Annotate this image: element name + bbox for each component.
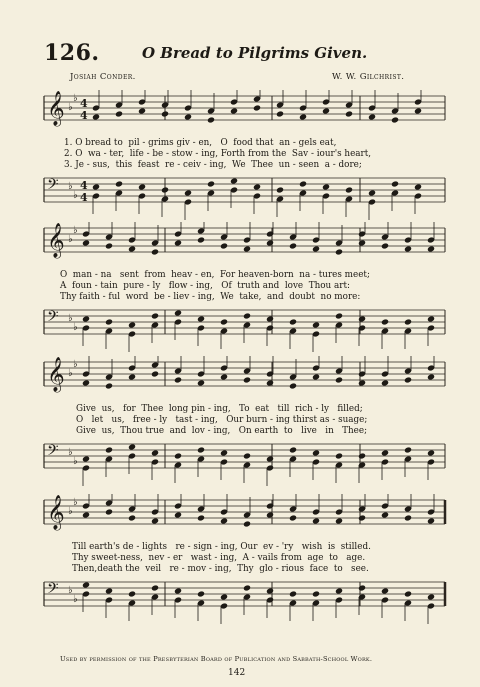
note-head (404, 318, 412, 325)
note-head (358, 315, 366, 322)
flat-icon: ♭ (73, 322, 78, 333)
note-head (82, 239, 90, 246)
bass-clef-icon: 𝄢 (47, 442, 59, 463)
note-head (197, 236, 205, 243)
staff-system-1-bass (0, 172, 480, 222)
note-head (335, 312, 343, 319)
note-head (289, 446, 297, 453)
note-head (381, 449, 389, 456)
note-head (174, 309, 182, 316)
note-head (174, 376, 182, 383)
note-head (174, 239, 182, 246)
note-head (174, 511, 182, 518)
page-number: 142 (228, 668, 246, 678)
note-head (289, 382, 297, 389)
staff-system-4-bass (0, 576, 480, 626)
note-head (128, 321, 136, 328)
note-head (230, 177, 238, 184)
note-head (358, 452, 366, 459)
note-head (138, 183, 146, 190)
note-head (391, 180, 399, 187)
note-head (322, 183, 330, 190)
flat-icon: ♭ (68, 585, 73, 596)
flat-icon: ♭ (68, 234, 73, 245)
treble-clef-icon: 𝄞 (47, 223, 65, 258)
permission-footer: Used by permission of the Presbyterian Board of Publication and Sabbath-School Work. (60, 655, 373, 663)
note-head (404, 514, 412, 521)
flat-icon: ♭ (73, 93, 78, 104)
note-head (299, 180, 307, 187)
note-head (243, 520, 251, 527)
note-head (335, 517, 343, 524)
note-head (335, 452, 343, 459)
flat-icon: ♭ (73, 594, 78, 605)
note-head (220, 318, 228, 325)
note-head (289, 318, 297, 325)
lyric-verse-2: O let us, free - ly tast - ing, Our burn - ing thirst as - suage; (76, 415, 368, 425)
flat-icon: ♭ (73, 497, 78, 508)
note-head (243, 452, 251, 459)
note-head (299, 113, 307, 120)
note-head (82, 379, 90, 386)
note-head (427, 245, 435, 252)
note-head (381, 318, 389, 325)
note-head (391, 116, 399, 123)
note-head (266, 315, 274, 322)
bass-clef-icon: 𝄢 (47, 580, 59, 601)
note-head (312, 373, 320, 380)
note-head (128, 590, 136, 597)
note-head (92, 183, 100, 190)
lyric-verse-3: Give us, Thou true and lov - ing, On earth to live in Thee; (76, 426, 368, 436)
flat-icon: ♭ (68, 313, 73, 324)
note-head (92, 113, 100, 120)
note-head (358, 239, 366, 246)
flat-icon: ♭ (68, 506, 73, 517)
note-head (197, 315, 205, 322)
time-signature-top: 4 (80, 97, 88, 110)
note-head (184, 113, 192, 120)
treble-clef-icon: 𝄞 (47, 495, 65, 530)
note-head (105, 318, 113, 325)
note-head (105, 446, 113, 453)
note-head (312, 449, 320, 456)
note-head (404, 590, 412, 597)
note-head (381, 587, 389, 594)
flat-icon: ♭ (68, 447, 73, 458)
note-head (105, 508, 113, 515)
note-head (230, 107, 238, 114)
note-head (404, 245, 412, 252)
note-head (197, 590, 205, 597)
note-head (276, 110, 284, 117)
note-head (151, 312, 159, 319)
lyricist-credit: Josiah Conder. (70, 72, 136, 82)
flat-icon: ♭ (73, 190, 78, 201)
note-head (335, 587, 343, 594)
note-head (105, 242, 113, 249)
note-head (404, 446, 412, 453)
staff-system-4-treble (0, 494, 480, 544)
hymn-number: 126. (44, 40, 100, 66)
note-head (368, 189, 376, 196)
flat-icon: ♭ (68, 368, 73, 379)
note-head (220, 593, 228, 600)
note-head (128, 514, 136, 521)
note-head (368, 113, 376, 120)
note-head (266, 455, 274, 462)
lyric-verse-3: Thy faith - ful word be - liev - ing, We take, and doubt no more: (60, 292, 361, 302)
note-head (335, 248, 343, 255)
note-head (151, 584, 159, 591)
note-head (276, 186, 284, 193)
note-head (197, 446, 205, 453)
note-head (243, 584, 251, 591)
note-head (289, 242, 297, 249)
note-head (253, 104, 261, 111)
time-signature-bottom: 4 (80, 109, 88, 122)
note-head (427, 449, 435, 456)
note-head (115, 180, 123, 187)
note-head (427, 315, 435, 322)
flat-icon: ♭ (73, 359, 78, 370)
composer-credit: W. W. Gilchrist. (332, 72, 405, 82)
lyric-verse-3: 3. Je - sus, this feast re - ceiv - ing, We Thee un - seen a - dore; (64, 160, 362, 170)
note-head (161, 186, 169, 193)
note-head (105, 587, 113, 594)
hymn-title: O Bread to Pilgrims Given. (142, 44, 368, 62)
note-head (312, 321, 320, 328)
lyric-verse-1: 1. O bread to pil - grims giv - en, O food that an - gels eat, (64, 138, 337, 148)
note-head (151, 517, 159, 524)
lyric-verse-1: Give us, for Thee long pin - ing, To eat till rich - ly filled; (76, 404, 363, 414)
time-signature-top: 4 (80, 179, 88, 192)
staff-system-3-treble (0, 356, 480, 406)
note-head (151, 248, 159, 255)
note-head (253, 183, 261, 190)
note-head (312, 245, 320, 252)
note-head (266, 239, 274, 246)
note-head (174, 452, 182, 459)
lyric-verse-3: Then,death the veil re - mov - ing, Thy glo - rious face to see. (72, 564, 369, 574)
note-head (82, 315, 90, 322)
note-head (312, 590, 320, 597)
note-head (128, 443, 136, 450)
note-head (220, 373, 228, 380)
note-head (381, 379, 389, 386)
lyric-verse-1: Till earth's de - lights re - sign - ing, Our ev - 'ry wish is stilled. (72, 542, 371, 552)
note-head (414, 107, 422, 114)
note-head (414, 183, 422, 190)
note-head (220, 242, 228, 249)
note-head (174, 587, 182, 594)
bass-clef-icon: 𝄢 (47, 308, 59, 329)
note-head (289, 514, 297, 521)
note-head (82, 511, 90, 518)
note-head (82, 455, 90, 462)
note-head (335, 376, 343, 383)
note-head (358, 514, 366, 521)
note-head (161, 110, 169, 117)
note-head (207, 180, 215, 187)
lyric-verse-1: O man - na sent from heav - en, For heaven-born na - tures meet; (60, 270, 370, 280)
time-signature-bottom: 4 (80, 191, 88, 204)
note-head (345, 110, 353, 117)
treble-clef-icon: 𝄞 (47, 91, 65, 126)
note-head (115, 110, 123, 117)
staff-system-2-bass (0, 304, 480, 354)
note-head (266, 511, 274, 518)
note-head (82, 581, 90, 588)
flat-icon: ♭ (73, 225, 78, 236)
note-head (184, 189, 192, 196)
note-head (358, 584, 366, 591)
bass-clef-icon: 𝄢 (47, 176, 59, 197)
lyric-verse-2: 2. O wa - ter, life - be - stow - ing, Forth from the Sav - iour's heart, (64, 149, 372, 159)
note-head (427, 373, 435, 380)
note-head (138, 107, 146, 114)
note-head (312, 517, 320, 524)
note-head (322, 107, 330, 114)
note-head (381, 242, 389, 249)
flat-icon: ♭ (68, 102, 73, 113)
note-head (266, 587, 274, 594)
staff-system-2-treble (0, 222, 480, 272)
staff-system-1-treble (0, 90, 480, 140)
note-head (345, 186, 353, 193)
note-head (243, 245, 251, 252)
note-head (358, 379, 366, 386)
staff-system-3-bass (0, 438, 480, 488)
note-head (404, 376, 412, 383)
lyric-verse-2: A foun - tain pure - ly flow - ing, Of truth and love Thou art: (60, 281, 350, 291)
note-head (197, 379, 205, 386)
note-head (266, 379, 274, 386)
note-head (220, 517, 228, 524)
note-head (243, 312, 251, 319)
flat-icon: ♭ (68, 181, 73, 192)
flat-icon: ♭ (73, 456, 78, 467)
note-head (105, 382, 113, 389)
note-head (427, 593, 435, 600)
note-head (207, 116, 215, 123)
note-head (197, 514, 205, 521)
note-head (151, 449, 159, 456)
note-head (128, 373, 136, 380)
treble-clef-icon: 𝄞 (47, 357, 65, 392)
note-head (289, 590, 297, 597)
lyric-verse-2: Thy sweet-ness, nev - er wast - ing, A - vails from age to age. (72, 553, 366, 563)
note-head (427, 517, 435, 524)
note-head (243, 376, 251, 383)
note-head (151, 370, 159, 377)
note-head (128, 245, 136, 252)
note-head (381, 511, 389, 518)
note-head (220, 449, 228, 456)
